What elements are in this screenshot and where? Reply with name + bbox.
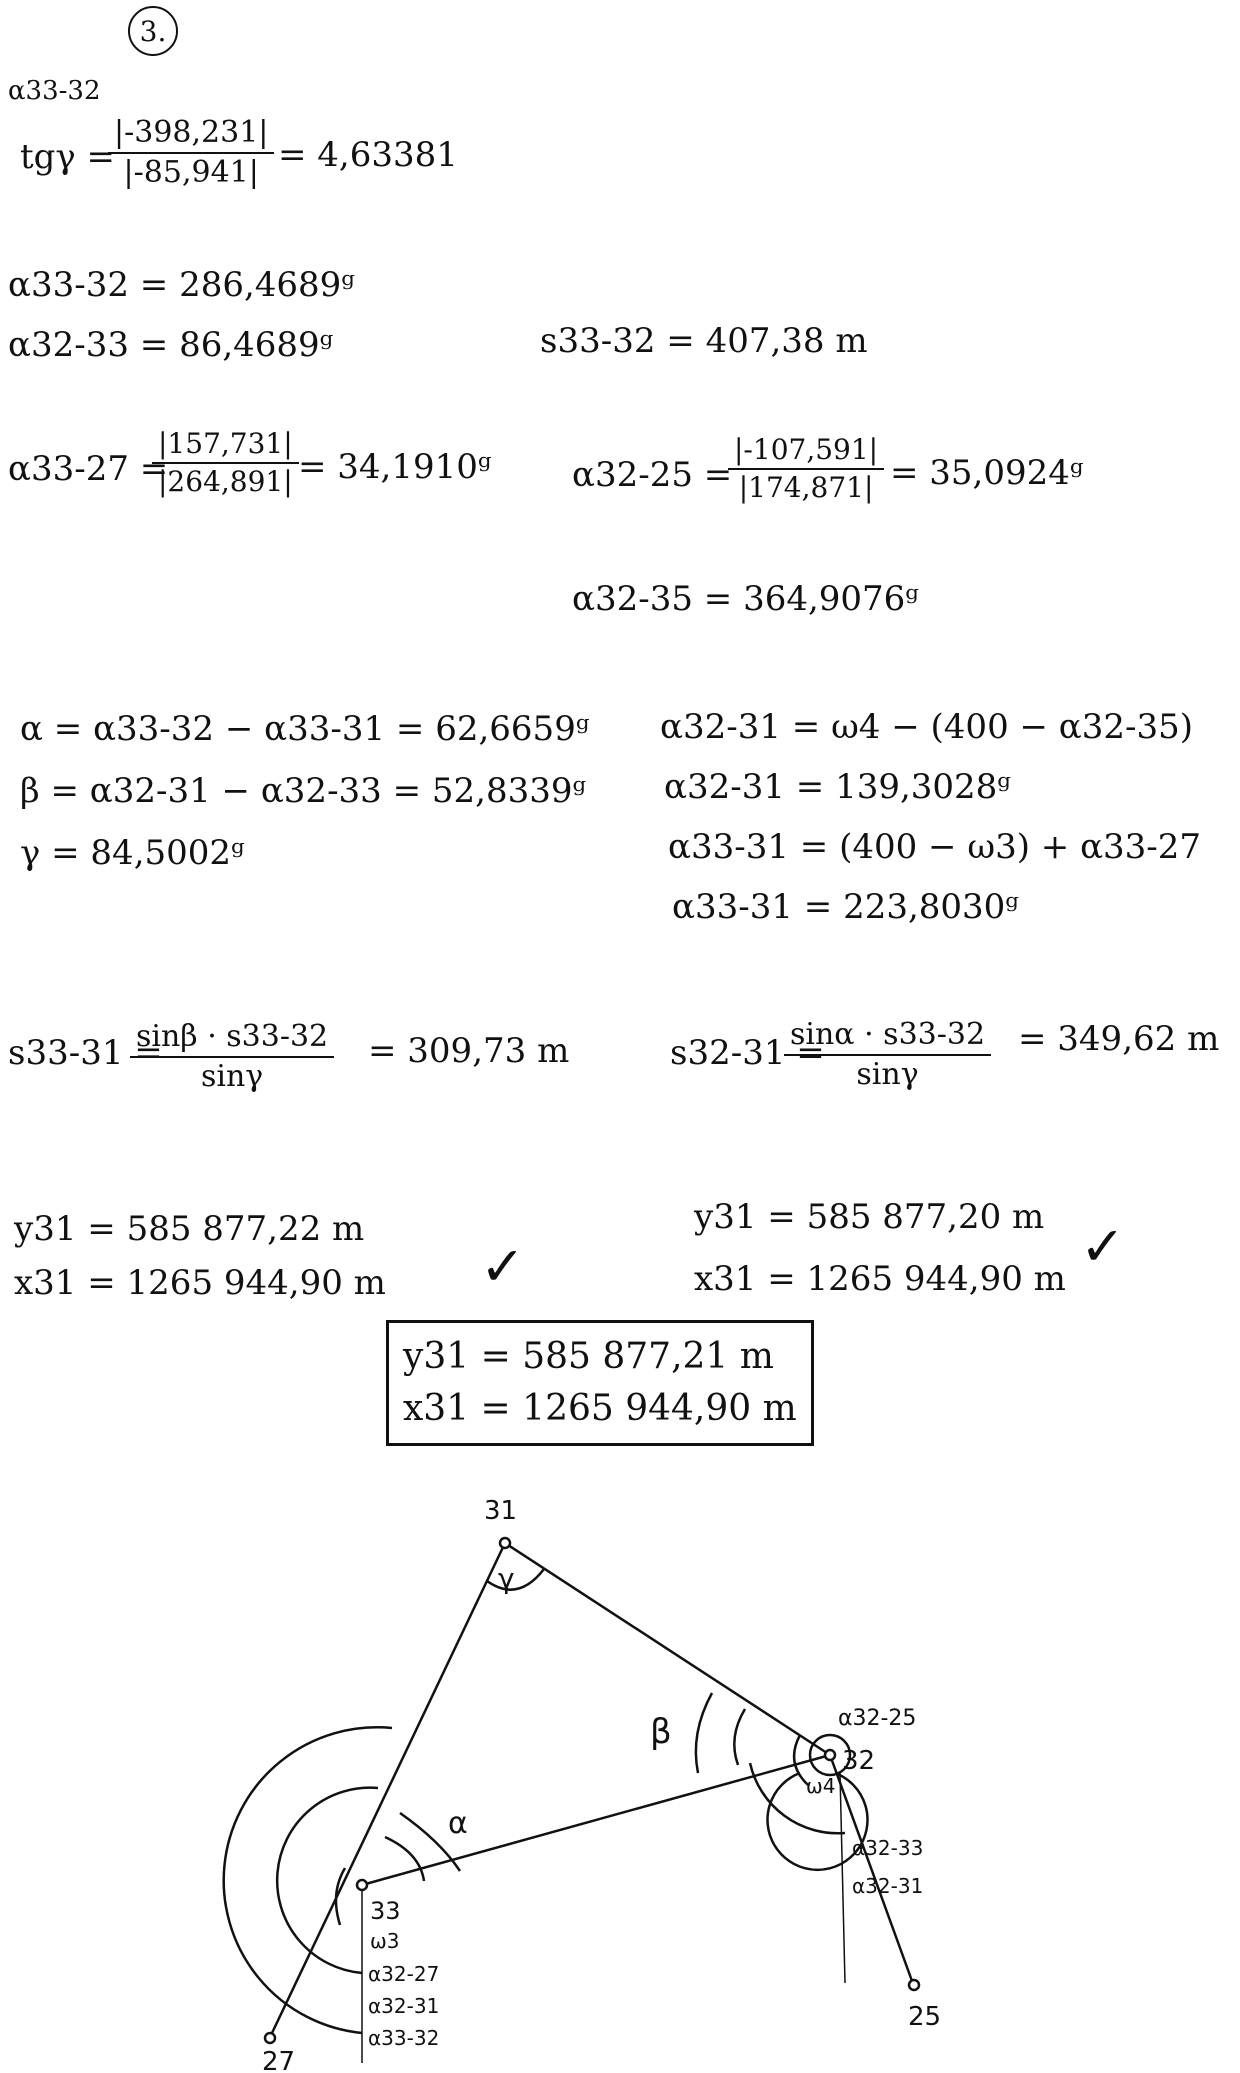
a33-27-result: = 34,1910ᵍ [298,447,492,487]
label-alpha: α [448,1806,468,1841]
point-25 [909,1980,919,1990]
label-32: 32 [842,1746,876,1776]
page-number [128,6,178,56]
left-y31: y31 = 585 877,22 m [14,1209,365,1249]
left-x31: x31 = 1265 944,90 m [14,1263,386,1303]
label-a32-33: α32-33 [852,1836,924,1860]
point-33 [357,1880,367,1890]
point-31 [500,1538,510,1548]
left-check-icon: ✓ [480,1235,526,1298]
point-32 [825,1750,835,1760]
a32-25-result: = 35,0924ᵍ [890,453,1084,493]
a32-25-lhs: α32-25 = [572,455,733,495]
beta-arc-2 [734,1709,745,1765]
s32-31-result: = 349,62 m [1018,1019,1220,1059]
a32-35: α32-35 = 364,9076ᵍ [572,579,919,619]
final-result-box [386,1320,814,1446]
s32-31-numerator: sinα · s33-32 [784,1020,991,1056]
triangulation-sketch [0,1473,1240,2073]
alpha-eq: α = α33-32 − α33-31 = 62,6659ᵍ [20,709,590,749]
line-33-32 [362,1755,830,1885]
heading: α33-32 [8,76,101,106]
label-w3: ω3 [370,1929,400,1953]
a33-32: α33-32 = 286,4689ᵍ [8,265,355,305]
label-25: 25 [908,2002,942,2032]
a32-31-formula: α32-31 = ω4 − (400 − α32-35) [660,707,1194,747]
label-gamma: γ [498,1562,515,1595]
tg-lhs: tgγ = [20,137,116,177]
s33-32: s33-32 = 407,38 m [540,321,868,361]
point-27 [265,2033,275,2043]
north-line-32 [840,1773,845,1983]
tg-fraction [108,115,274,190]
a33-32-arc [224,1727,392,2033]
label-a32-31: α32-31 [852,1874,924,1898]
a33-27-arc [336,1868,345,1925]
a33-27-denominator: |264,891| [158,465,293,498]
a32-25-fraction [728,433,884,504]
label-a32-27: α32-27 [368,1962,440,1986]
a33-27-lhs: α33-27 = [8,449,169,489]
line-31-27 [272,1543,505,2033]
tg-numerator: |-398,231| [108,118,274,154]
label-a32-31b: α32-31 [368,1994,440,2018]
page-number-text: 3. [139,14,167,48]
gamma-arc [487,1569,544,1590]
label-w4: ω4 [806,1774,836,1798]
final-x31: x31 = 1265 944,90 m [403,1388,797,1430]
a32-25-denominator: |174,871| [738,471,874,504]
a33-27-fraction [152,427,299,498]
final-y31: y31 = 585 877,21 m [403,1336,774,1377]
right-y31: y31 = 585 877,20 m [694,1197,1045,1237]
a32-31: α32-31 = 139,3028ᵍ [664,767,1011,807]
right-x31: x31 = 1265 944,90 m [694,1259,1066,1299]
s32-31-fraction [784,1017,991,1092]
label-a33-32: α33-32 [368,2026,440,2050]
gamma-eq: γ = 84,5002ᵍ [20,833,245,873]
label-31: 31 [484,1496,518,1526]
label-27: 27 [262,2047,296,2073]
a32-25-numerator: |-107,591| [728,436,884,470]
a32-33: α32-33 = 86,4689ᵍ [8,325,334,365]
tg-result: = 4,63381 [278,135,458,175]
tg-denominator: |-85,941| [123,155,259,190]
a33-27-numerator: |157,731| [152,430,299,464]
s33-31-result: = 309,73 m [368,1031,570,1071]
right-check-icon: ✓ [1080,1215,1126,1278]
label-a32-25: α32-25 [838,1706,917,1731]
s33-31-denominator: sinγ [200,1059,264,1094]
label-beta: β [650,1712,672,1752]
s32-31-denominator: sinγ [856,1057,919,1092]
a33-31: α33-31 = 223,8030ᵍ [672,887,1019,927]
s32-31-lhs: s32-31 = [670,1033,825,1073]
s33-31-numerator: sinβ · s33-32 [130,1022,334,1058]
label-33: 33 [370,1897,401,1925]
beta-arc [696,1693,712,1773]
s33-31-lhs: s33-31 = [8,1033,163,1073]
beta-eq: β = α32-31 − α32-33 = 52,8339ᵍ [20,771,587,811]
a33-31-formula: α33-31 = (400 − ω3) + α33-27 [668,827,1202,867]
s33-31-fraction [130,1019,334,1094]
